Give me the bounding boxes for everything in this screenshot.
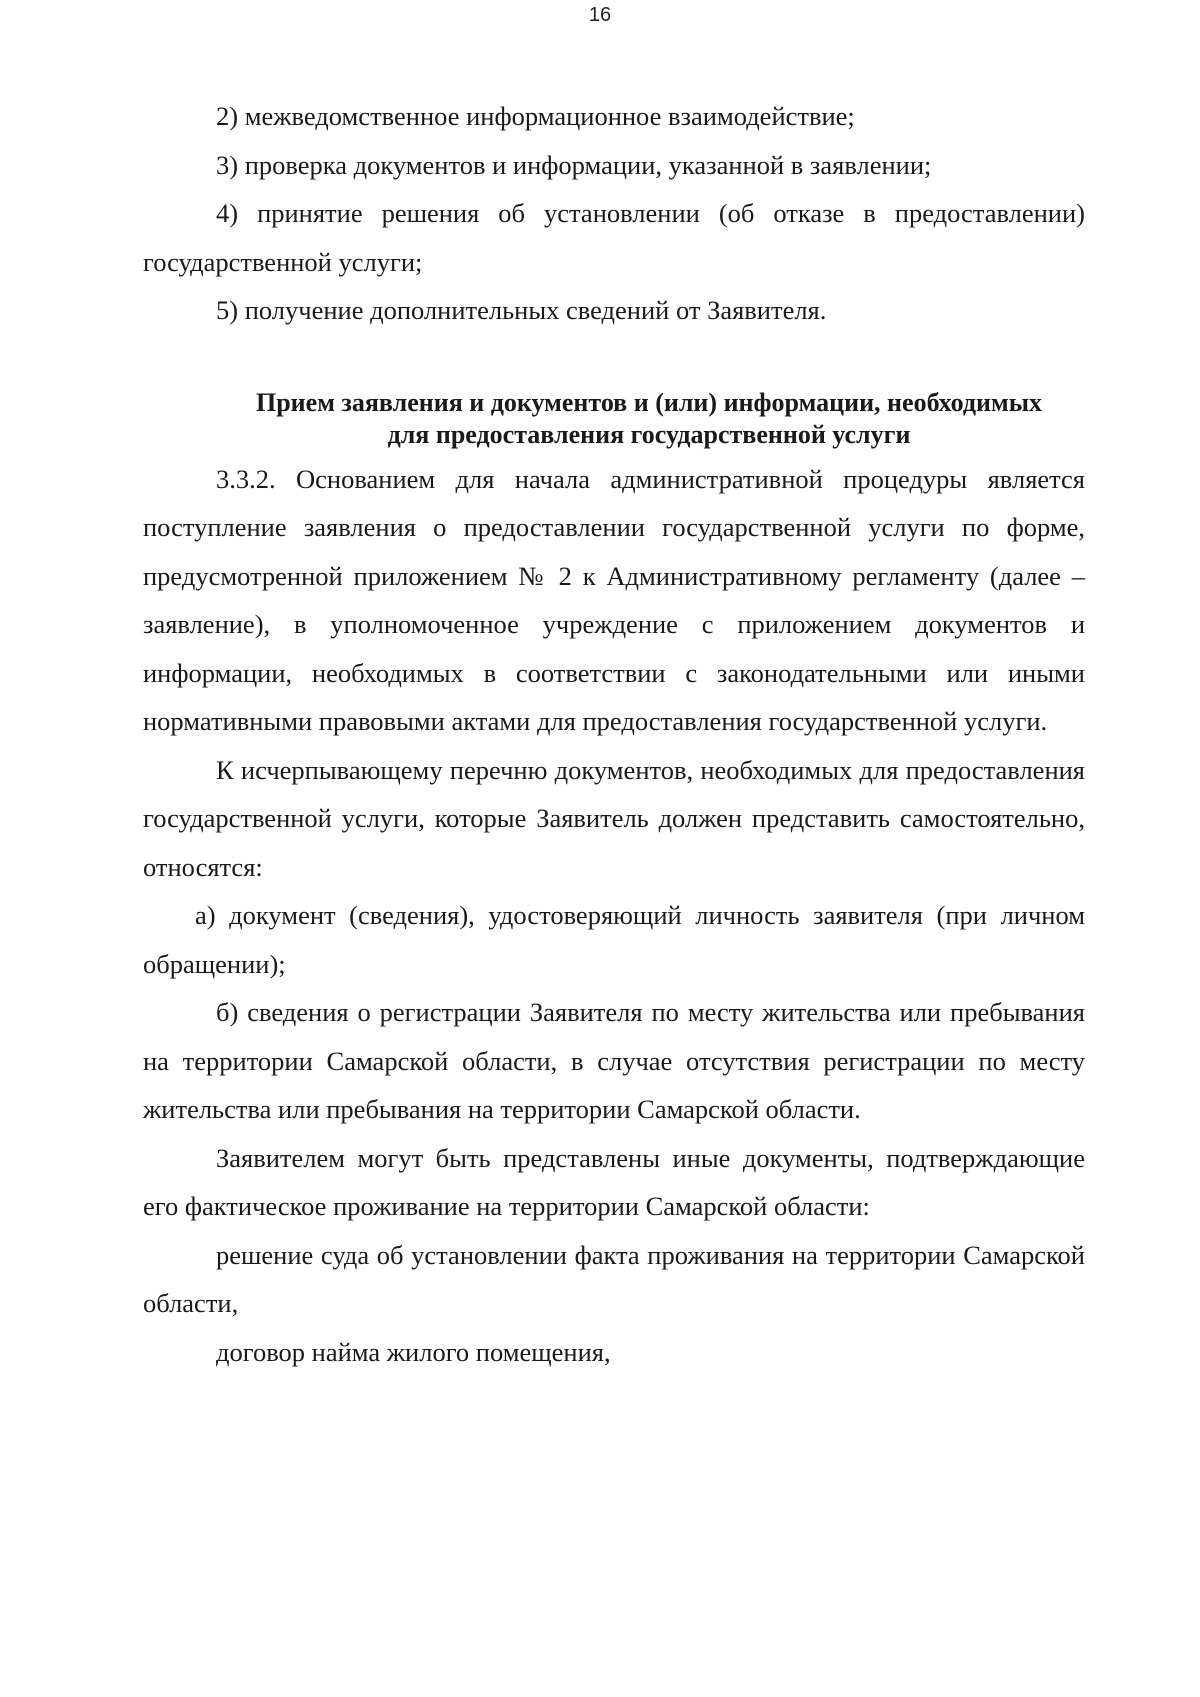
paragraph-court-decision: решение суда об установлении факта проживания на территории Самарской области, [143, 1239, 1085, 1318]
paragraph-document-list-intro: К исчерпывающему перечню документов, необходимых для предоставления государственной услуги, которые Заявитель должен представить самостоятельно, относятся: [143, 754, 1085, 882]
page-content [143, 92, 1085, 1376]
paragraph-item-a: а) документ (сведения), удостоверяющий личность заявителя (при личном обращении); [143, 900, 1085, 979]
paragraph-lease-agreement: договор найма жилого помещения, [216, 1336, 611, 1367]
paragraph-3-3-2: 3.3.2. Основанием для начала административной процедуры является поступление заявления о предоставлении государственной услуги по форме, предусмотренной приложением № 2 к Административному регламенту (далее – заявление), в уполномоченное учреждение с приложением документов и информации, необходимых в соответствии с законодательными или иными нормативными правовыми актами для предоставления государственной услуги. [143, 463, 1085, 736]
section-heading [143, 387, 1085, 451]
page-number: 16 [588, 4, 612, 26]
list-item-4: 4) принятие решения об установлении (об отказе в предоставлении) государственной услуги; [143, 198, 1085, 277]
section-heading-line1: Прием заявления и документов и (или) информации, необходимых [255, 387, 1042, 417]
list-item-5: 5) получение дополнительных сведений от Заявителя. [216, 295, 827, 325]
paragraph-item-b: б) сведения о регистрации Заявителя по месту жительства или пребывания на территории Самарской области, в случае отсутствия регистрации по месту жительства или пребывания на территории Самарской области. [143, 997, 1085, 1124]
list-item-3: 3) проверка документов и информации, указанной в заявлении; [216, 149, 932, 180]
paragraph-other-documents: Заявителем могут быть представлены иные документы, подтверждающие его фактическое проживание на территории Самарской области: [143, 1142, 1085, 1221]
section-heading-line2: для предоставления государственной услуги [387, 419, 911, 449]
list-item-2: 2) межведомственное информационное взаимодействие; [216, 101, 855, 131]
